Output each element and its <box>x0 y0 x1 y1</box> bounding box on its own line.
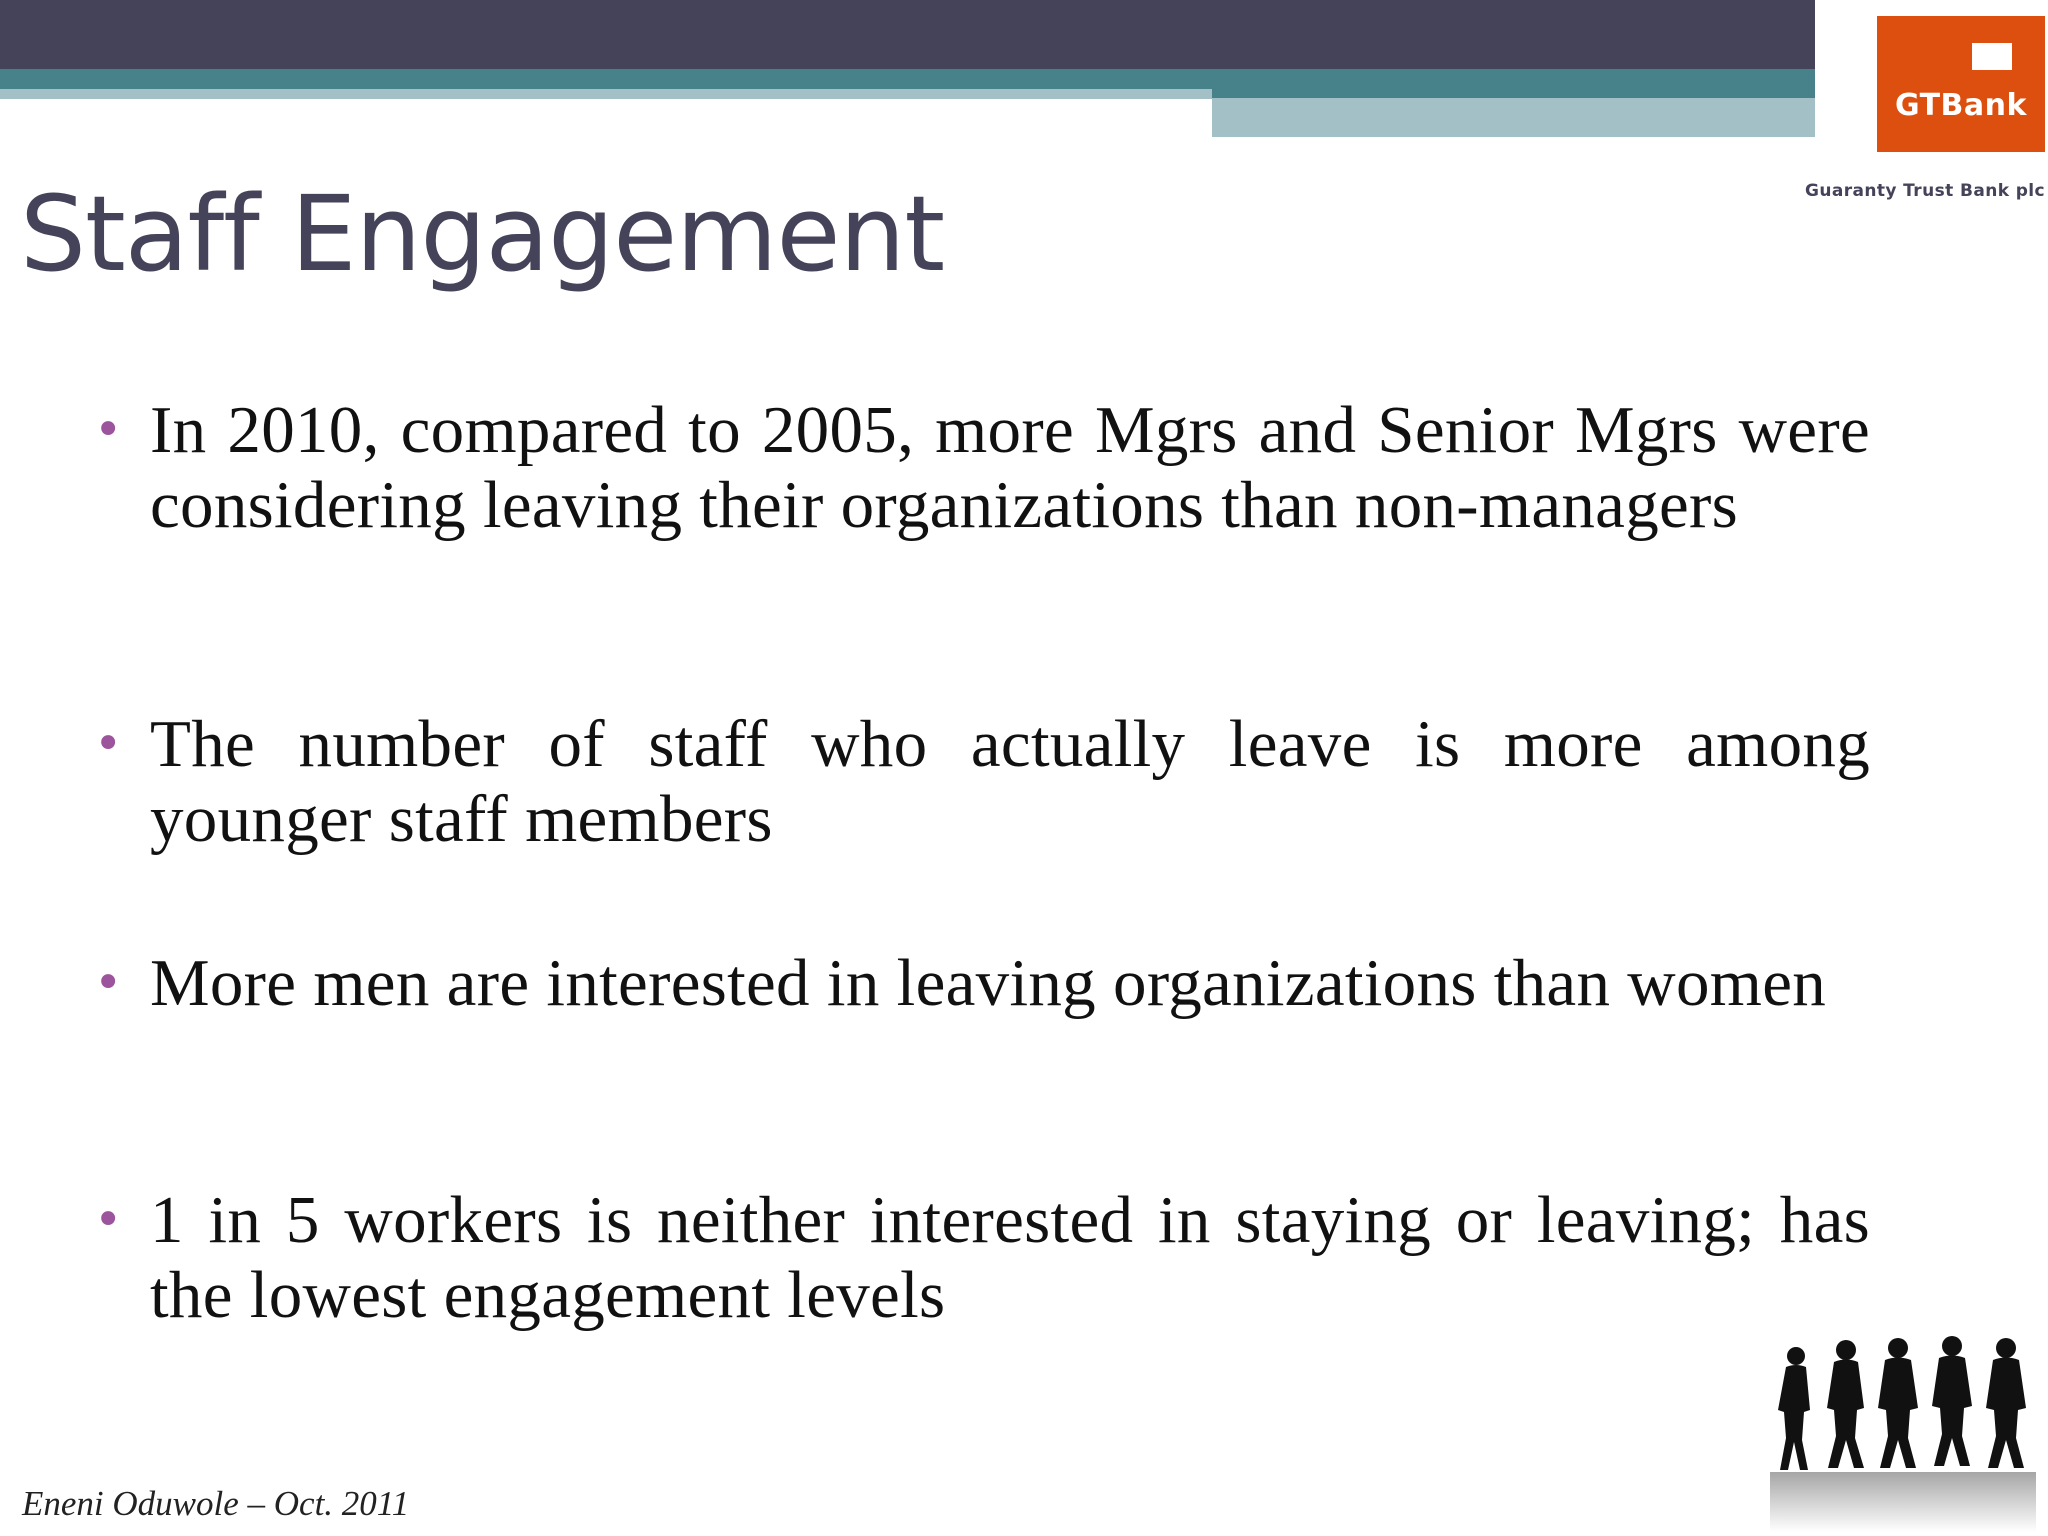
walking-people-icon <box>1756 1330 2048 1536</box>
logo-square-icon <box>1972 43 2012 73</box>
gtbank-logo <box>1877 16 2045 152</box>
logo-text: GTBank <box>1895 88 2027 123</box>
bullet-dot-icon: • <box>94 716 123 772</box>
bullet-dot-icon: • <box>94 1192 123 1248</box>
header-bar-light-right <box>1212 98 1815 137</box>
footer-author-date: Eneni Oduwole – Oct. 2011 <box>22 1484 410 1523</box>
header-bar-light-left <box>0 89 1212 99</box>
bullet-dot-icon: • <box>94 402 123 458</box>
bullet-text: In 2010, compared to 2005, more Mgrs and Senior Mgrs were considering leaving their organizations than non-managers <box>150 393 1870 542</box>
logo-subtitle: Guaranty Trust Bank plc <box>1804 181 2045 201</box>
bullet-item <box>94 946 1870 1021</box>
bullet-dot-icon: • <box>94 955 123 1011</box>
bullet-item <box>94 393 1870 543</box>
bullet-item <box>94 1183 1870 1333</box>
bullet-text: 1 in 5 workers is neither interested in staying or leaving; has the lowest engagement levels <box>150 1183 1870 1332</box>
header-bar-dark <box>0 0 1815 69</box>
slide-title: Staff Engagement <box>20 173 945 295</box>
bullet-item <box>94 707 1870 857</box>
bullet-text: More men are interested in leaving organizations than women <box>150 946 1827 1020</box>
bullet-text: The number of staff who actually leave is more among younger staff members <box>150 707 1870 856</box>
